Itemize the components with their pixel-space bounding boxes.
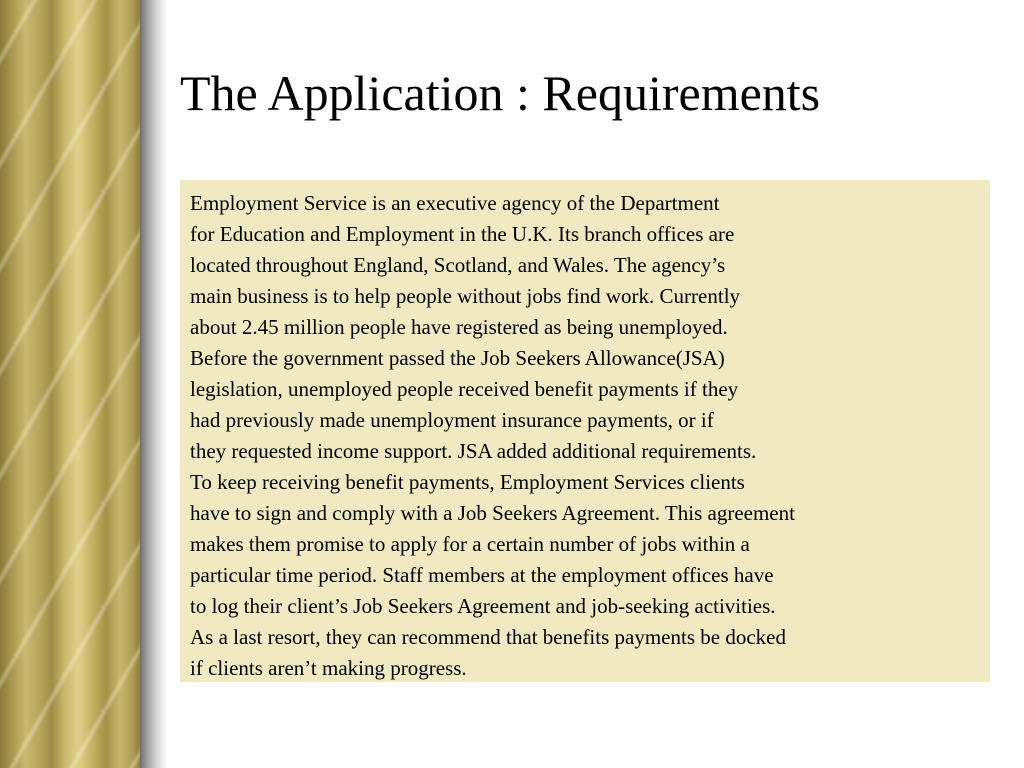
body-text-line: to log their client’s Job Seekers Agreement and job-seeking activities. (190, 594, 776, 618)
body-text-line: have to sign and comply with a Job Seekers Agreement. This agreement (190, 501, 795, 525)
body-text-line: To keep receiving benefit payments, Employment Services clients (190, 470, 745, 494)
body-text-box (180, 180, 990, 682)
decorative-gold-column (0, 0, 140, 768)
body-text-line: about 2.45 million people have registered as being unemployed. (190, 315, 728, 339)
body-text-line: legislation, unemployed people received benefit payments if they (190, 377, 739, 401)
column-shadow-edge (140, 0, 168, 768)
body-text-line: main business is to help people without jobs find work. Currently (190, 284, 741, 308)
body-text-line: Employment Service is an executive agency of the Department (190, 191, 720, 215)
body-text-line: had previously made unemployment insurance payments, or if (190, 408, 714, 432)
slide-title: The Application : Requirements (180, 65, 821, 121)
body-text-line: if clients aren’t making progress. (190, 656, 467, 680)
body-text-line: located throughout England, Scotland, and Wales. The agency’s (190, 253, 726, 277)
body-text-line: makes them promise to apply for a certain number of jobs within a (190, 532, 750, 556)
body-text-line: they requested income support. JSA added additional requirements. (190, 439, 757, 463)
body-text-line: for Education and Employment in the U.K. Its branch offices are (190, 222, 735, 246)
body-text-line: particular time period. Staff members at the employment offices have (190, 563, 774, 587)
body-text-line: As a last resort, they can recommend that benefits payments be docked (190, 625, 786, 649)
body-text-line: Before the government passed the Job Seekers Allowance(JSA) (190, 346, 725, 370)
